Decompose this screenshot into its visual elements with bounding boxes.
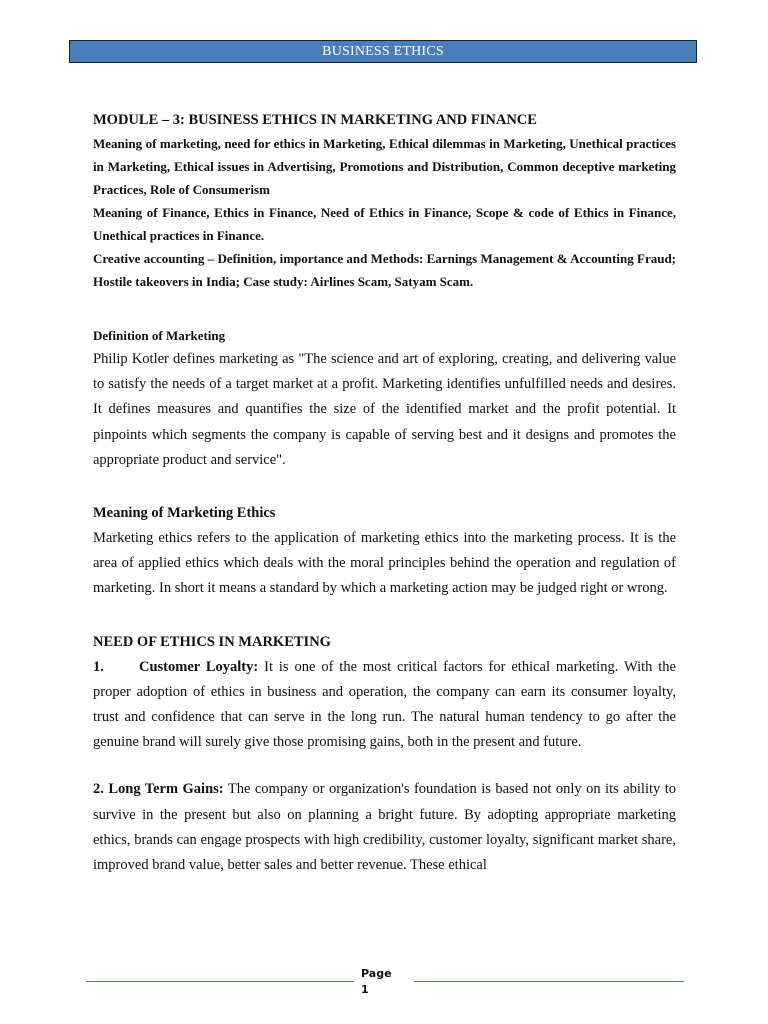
item-lead: Customer Loyalty:: [139, 658, 259, 675]
item-text: The company or organization's foundation is based not only on its ability to survive in the present but also on planning a bright future. By adopting appropriate marketing ethics, brands can engage prospects with high credibility, customer loyalty, significant market share, improved brand value, better sales and better revenue. These ethical: [93, 781, 677, 874]
header-bar: [69, 40, 697, 63]
definition-text: Philip Kotler defines marketing as "The science and art of exploring, creating, and delivering value to satisfy the needs of a target market at a profit. Marketing identifies unfulfilled needs and desires. It defines measures and quantifies the size of the identified market and the profit potential. It pinpoints which segments the company is capable of serving best and it designs and promotes the appropriate product and service".: [93, 351, 676, 468]
footer-divider-right: [414, 981, 684, 982]
module-title: MODULE – 3: BUSINESS ETHICS IN MARKETING AND FINANCE: [93, 112, 537, 128]
page-number: 1: [361, 983, 369, 996]
page-content: [93, 110, 676, 878]
need-item-long-term-gains: [93, 777, 676, 878]
meaning-heading: Meaning of Marketing Ethics: [93, 505, 276, 522]
footer-divider-left: [86, 981, 354, 982]
item-lead: 2. Long Term Gains:: [93, 781, 224, 798]
page-number-label: [361, 966, 392, 998]
item-text: It is one of the most critical factors for ethical marketing. With the proper adoption of ethics in business and operation, the company can earn its consumer loyalty, trust and confidence that can serve in the long run. The natural human tendency to go after the genuine brand will surely give those promising gains, both in the present and future.: [93, 658, 676, 751]
item-number: 1.: [93, 658, 104, 675]
meaning-text: Marketing ethics refers to the application of marketing ethics into the marketing process. It is the area of applied ethics which deals with the moral principles behind the operation and regulation of marketing. In short it means a standard by which a marketing action may be judged right or wrong.: [93, 530, 676, 597]
document-title: BUSINESS ETHICS: [322, 43, 444, 59]
page-word: Page: [361, 967, 392, 980]
need-item-customer-loyalty: [93, 655, 676, 756]
definition-heading: Definition of Marketing: [93, 328, 226, 343]
page-footer: [86, 966, 684, 1000]
need-heading: NEED OF ETHICS IN MARKETING: [93, 633, 331, 650]
module-summary-finance: Meaning of Finance, Ethics in Finance, Need of Ethics in Finance, Scope & code of Ethics in Finance, Unethical practices in Finance.: [93, 205, 676, 243]
module-summary-creative-accounting: Creative accounting – Definition, importance and Methods: Earnings Management & Accounting Fraud; Hostile takeovers in India; Case study: Airlines Scam, Satyam Scam.: [93, 251, 676, 289]
module-summary-marketing: Meaning of marketing, need for ethics in Marketing, Ethical dilemmas in Marketing, Unethical practices in Marketing, Ethical issues in Advertising, Promotions and Distribution, Common deceptive marketing Practices, Role of Consumerism: [93, 136, 676, 197]
